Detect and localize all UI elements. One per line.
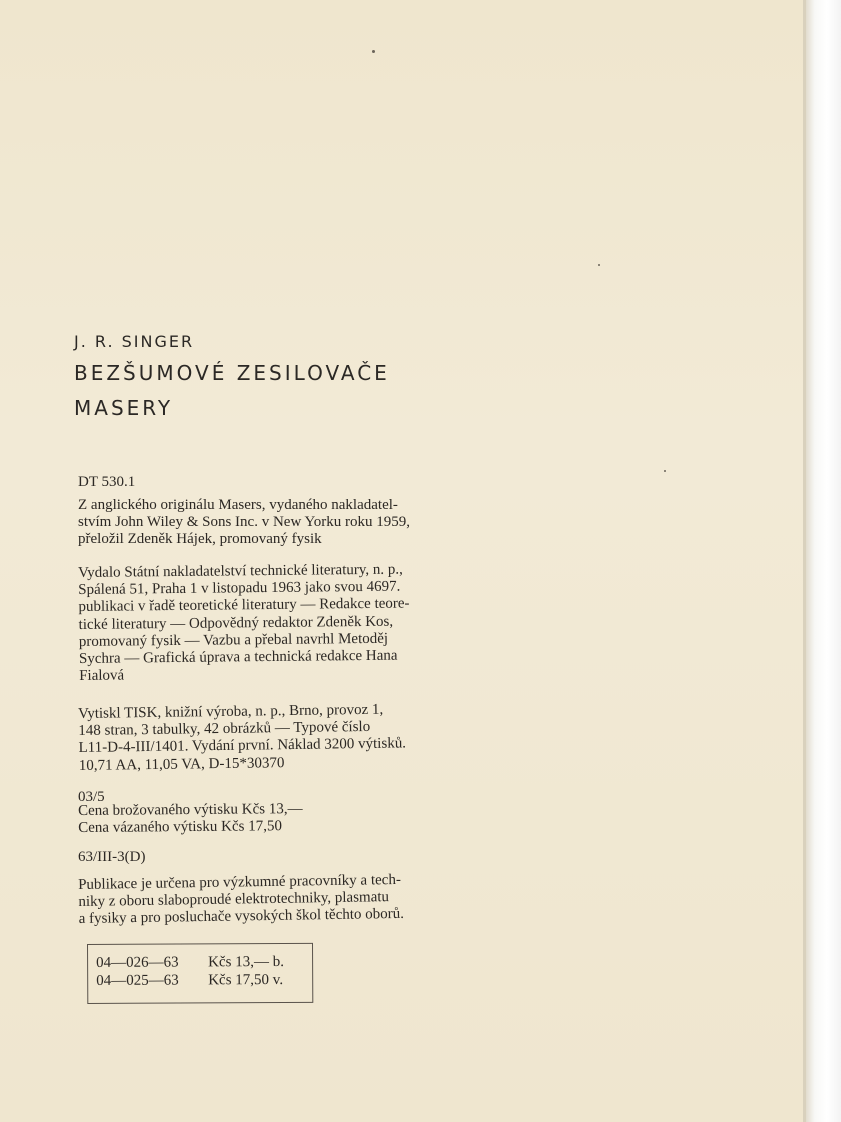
- price-value: Kčs 13,— b.: [208, 953, 284, 971]
- text-line: Sychra — Grafická úprava a technická redakce Hana: [78, 647, 398, 668]
- ink-speck: [598, 264, 600, 266]
- text-line: tické literatury — Odpovědný redaktor Zdeněk Kos,: [78, 613, 394, 633]
- author-name: J. R. SINGER: [74, 332, 195, 351]
- book-title-line-1: BEZŠUMOVÉ ZESILOVAČE: [74, 361, 390, 385]
- price-value: Kčs 17,50 v.: [208, 971, 284, 989]
- publisher-note: [78, 560, 519, 685]
- text-line: promovaný fysik — Vazbu a přebal navrhl Metoděj: [78, 630, 389, 650]
- text-line: L11-D-4-III/1401. Vydání první. Náklad 3200 výtisků.: [78, 735, 407, 757]
- text-line: Publikace je určena pro výzkumné pracovníky a tech-: [78, 871, 402, 893]
- ink-speck: [664, 470, 666, 472]
- printer-note: [78, 700, 519, 775]
- price-box: [87, 943, 313, 1004]
- text-line: Cena brožovaného výtisku Kčs 13,—: [78, 801, 303, 819]
- text-line: 148 stran, 3 tabulky, 42 obrázků — Typové číslo: [78, 719, 371, 740]
- ink-speck: [372, 50, 375, 53]
- text-line: 03/5: [78, 789, 105, 805]
- translation-note: [78, 497, 518, 549]
- text-line: a fysiky a pro posluchače vysokých škol těchto oborů.: [78, 906, 405, 928]
- text-line: Spálená 51, Praha 1 v listopadu 1963 jako svou 4697.: [78, 578, 401, 599]
- dt-code: DT 530.1: [78, 474, 136, 490]
- text-line: stvím John Wiley & Sons Inc. v New Yorku roku 1959,: [78, 514, 411, 531]
- book-title-line-2: MASERY: [74, 396, 174, 420]
- text-line: 10,71 AA, 11,05 VA, D-15*30370: [78, 754, 285, 774]
- code-63: [78, 849, 518, 866]
- text-line: Fialová: [79, 667, 125, 685]
- dt-classification: [78, 474, 518, 491]
- text-line: Z anglického originálu Masers, vydaného nakladatel-: [78, 497, 398, 513]
- text-line: Vydalo Státní nakladatelství technické literatury, n. p.,: [78, 561, 403, 581]
- page-edge: [806, 0, 841, 1122]
- price-row: [96, 972, 283, 990]
- price-row: [96, 954, 284, 972]
- text-line: publikaci v řadě teoretické literatury — Redakce teore-: [78, 595, 410, 616]
- text-line: 63/III-3(D): [78, 849, 146, 865]
- text-line: niky z oboru slaboproudé elektrotechniky, plasmatu: [78, 889, 390, 911]
- price-lines: [78, 799, 518, 837]
- price-code: 04—026—63: [96, 954, 179, 971]
- text-line: přeložil Zdeněk Hájek, promovaný fysik: [78, 531, 322, 548]
- audience-note: [78, 870, 519, 929]
- price-code: 04—025—63: [96, 972, 179, 989]
- text-line: Cena vázaného výtisku Kčs 17,50: [78, 818, 282, 837]
- text-line: Vytiskl TISK, knižní výroba, n. p., Brno, provoz 1,: [78, 701, 384, 722]
